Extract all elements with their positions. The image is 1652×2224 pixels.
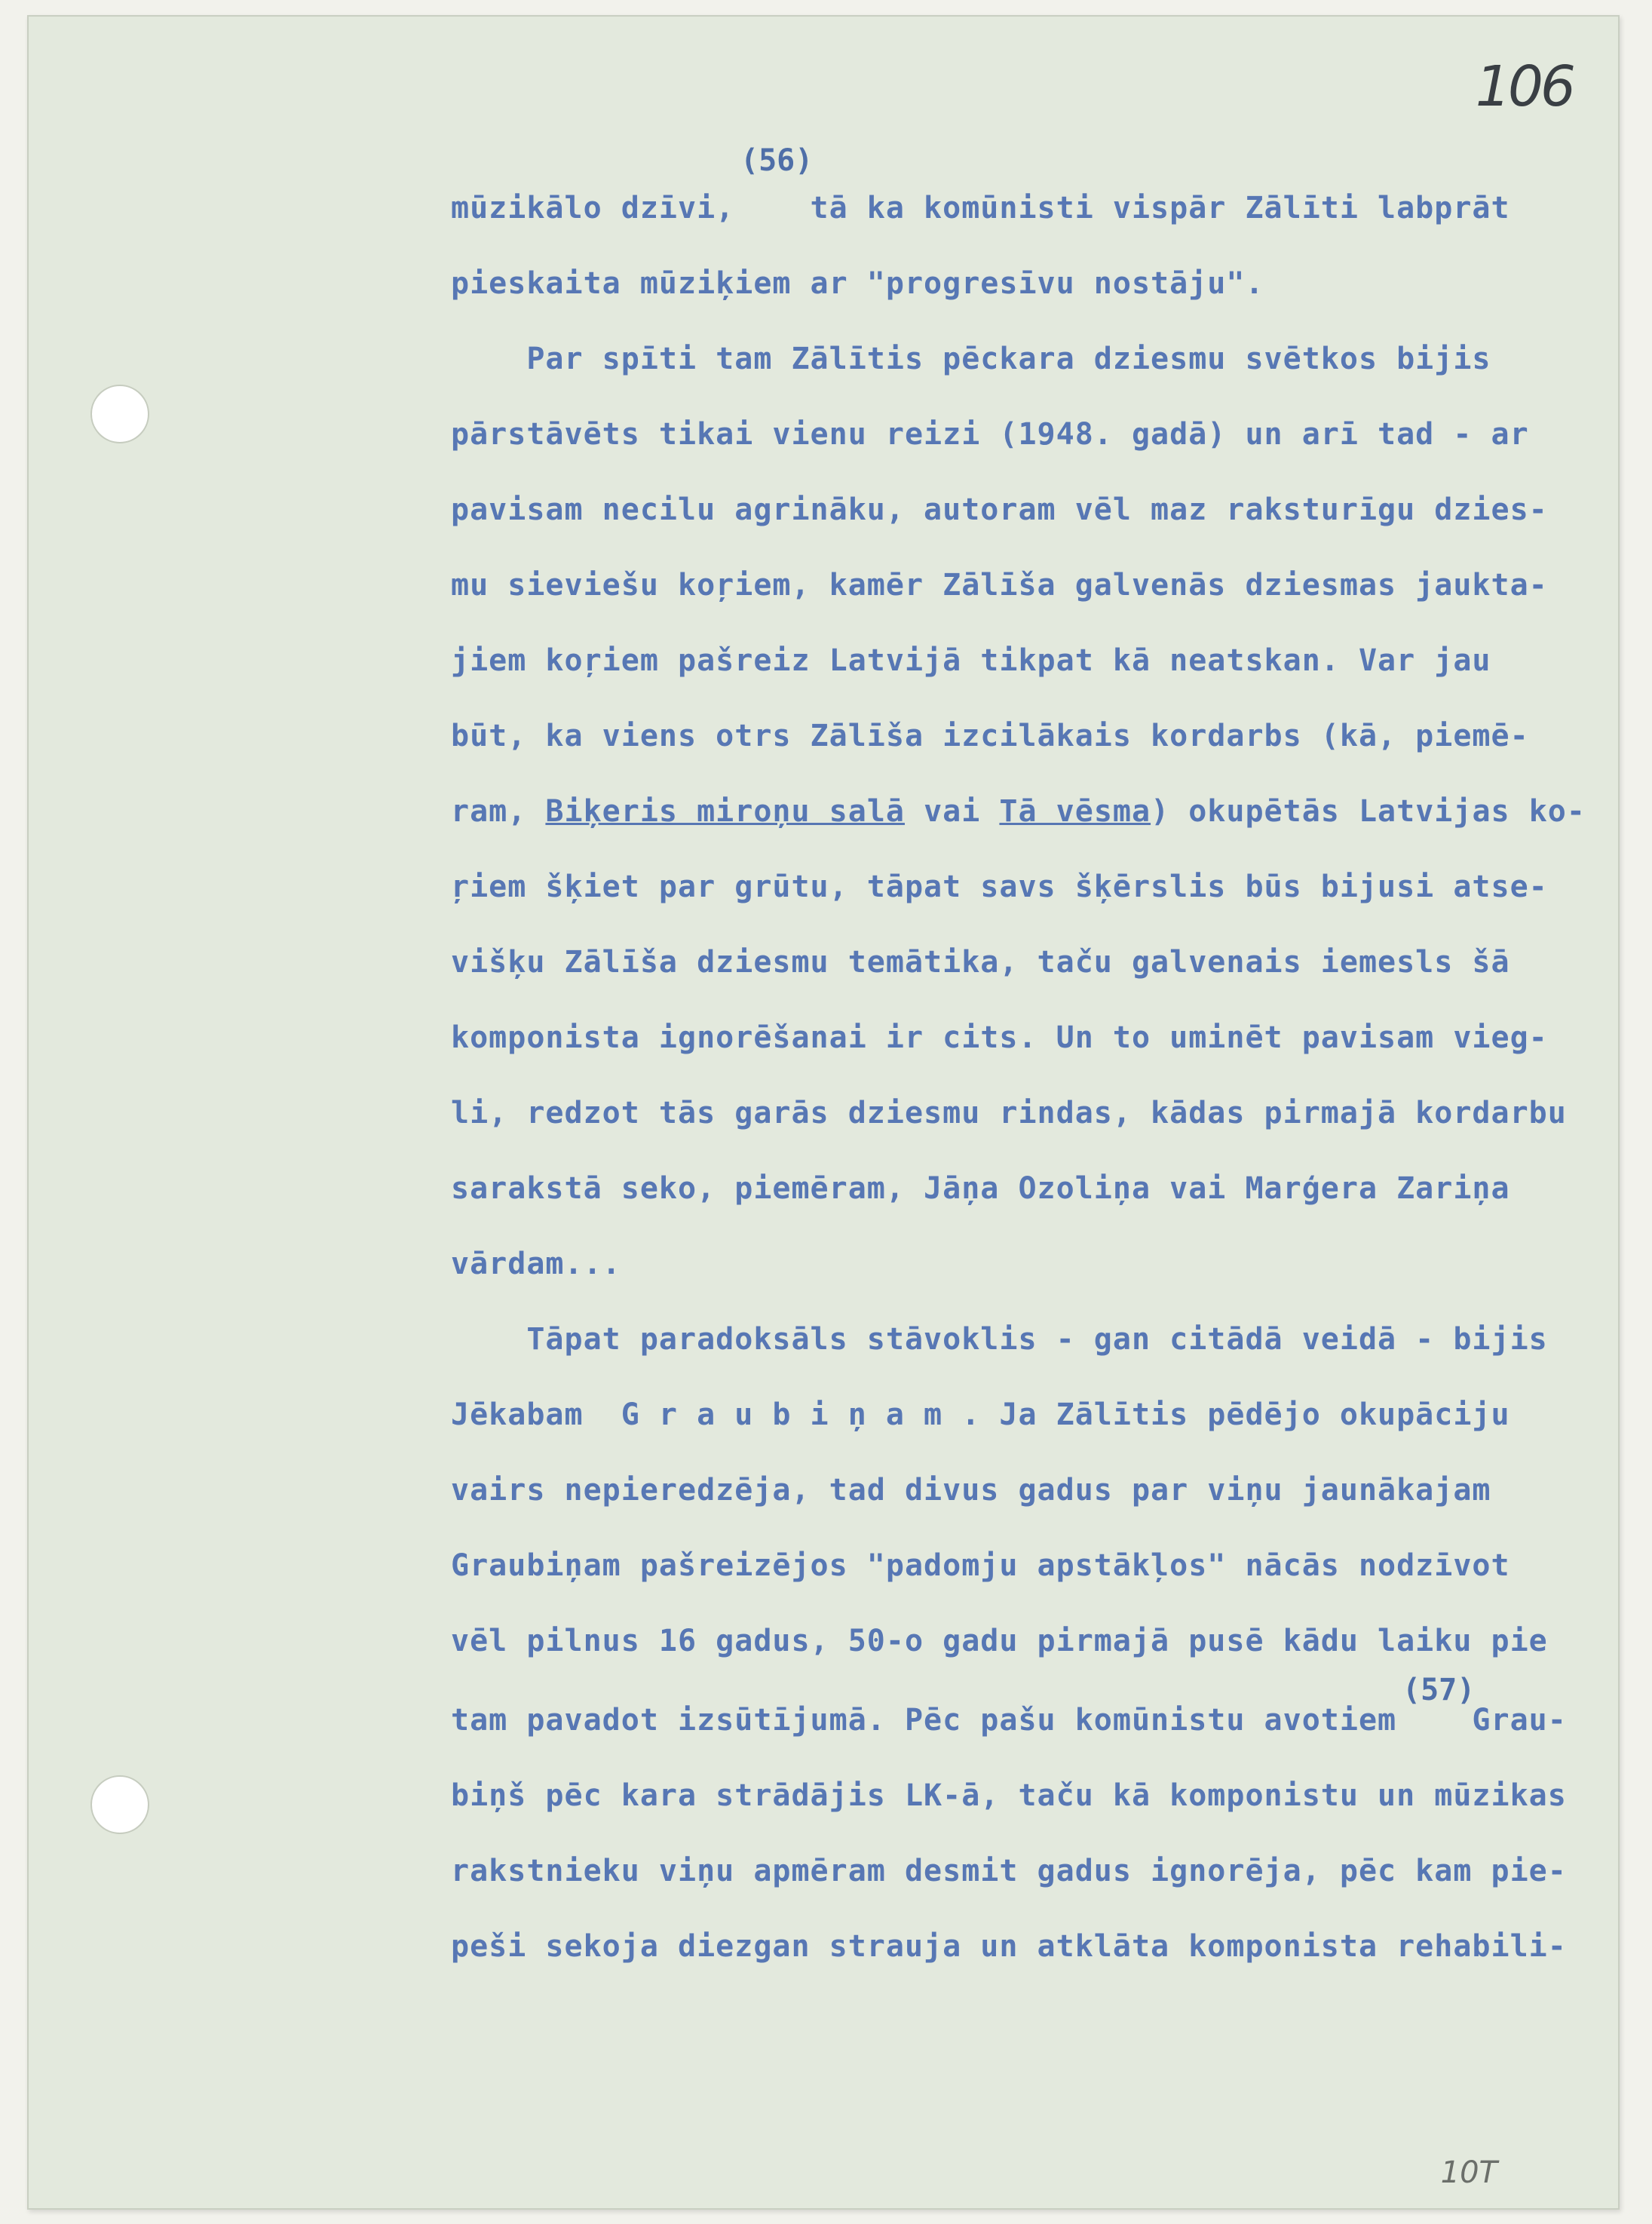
text-line: rakstnieku viņu apmēram desmit gadus ignorēja, pēc kam pie- [451,1854,1567,1888]
text-line: pieskaita mūziķiem ar "progresīvu nostāju". [451,266,1264,301]
text-line: višķu Zālīša dziesmu temātika, taču galvenais iemesls šā [451,945,1510,980]
binder-hole-top [90,385,149,443]
typewritten-page [27,15,1620,2210]
text-line: mu sieviešu koŗiem, kamēr Zālīša galvenās dziesmas jaukta- [451,568,1548,603]
text-line: ŗiem šķiet par grūtu, tāpat savs šķērslis būs bijusi atse- [451,870,1548,904]
text-line: vēl pilnus 16 gadus, 50-o gadu pirmajā pusē kādu laiku pie [451,1624,1548,1658]
handwritten-page-number: 106 [1475,54,1573,119]
footnote-ref-57: (57) [1402,1673,1476,1707]
text-line: li, redzot tās garās dziesmu rindas, kādas pirmajā kordarbu [451,1096,1567,1130]
text-line: komponista ignorēšanai ir cits. Un to uminēt pavisam vieg- [451,1020,1548,1055]
pencil-note: 10Τ [1440,2155,1497,2190]
text-line: Jēkabam G r a u b i ņ a m . Ja Zālītis pēdējo okupāciju [451,1397,1510,1432]
text-line: jiem koŗiem pašreiz Latvijā tikpat kā neatskan. Var jau [451,643,1491,678]
text-line: būt, ka viens otrs Zālīša izcilākais kordarbs (kā, piemē- [451,719,1529,753]
text-line: pavisam necilu agrināku, autoram vēl maz raksturīgu dzies- [451,492,1548,527]
text-line: Graubiņam pašreizējos "padomju apstākļos" nācās nodzīvot [451,1548,1510,1583]
text-line: vārdam... [451,1247,621,1281]
footnote-ref-56: (56) [740,143,814,178]
text-line: Tāpat paradoksāls stāvoklis - gan citādā veidā - bijis [451,1322,1548,1357]
underlined-title: Biķeris miroņu salā [545,794,905,829]
text-line: sarakstā seko, piemēram, Jāņa Ozoliņa vai Marģera Zariņa [451,1171,1510,1206]
underlined-title: Tā vēsma [999,794,1151,829]
text-line: biņš pēc kara strādājis LK-ā, taču kā komponistu un mūzikas [451,1778,1567,1813]
text-line: Par spīti tam Zālītis pēckara dziesmu svētkos bijis [451,342,1491,376]
binder-hole-bottom [90,1775,149,1834]
text-line: ram, Biķeris miroņu salā vai Tā vēsma) okupētās Latvijas ko- [451,794,1586,829]
text-line: vairs nepieredzēja, tad divus gadus par viņu jaunākajam [451,1473,1491,1508]
text-line: peši sekoja diezgan strauja un atklāta komponista rehabili- [451,1929,1567,1964]
text-line: pārstāvēts tikai vienu reizi (1948. gadā) un arī tad - ar [451,417,1529,452]
text-line: mūzikālo dzīvi, tā ka komūnisti vispār Zālīti labprāt [451,191,1510,225]
text-line: tam pavadot izsūtījumā. Pēc pašu komūnistu avotiem Grau- [451,1703,1567,1738]
